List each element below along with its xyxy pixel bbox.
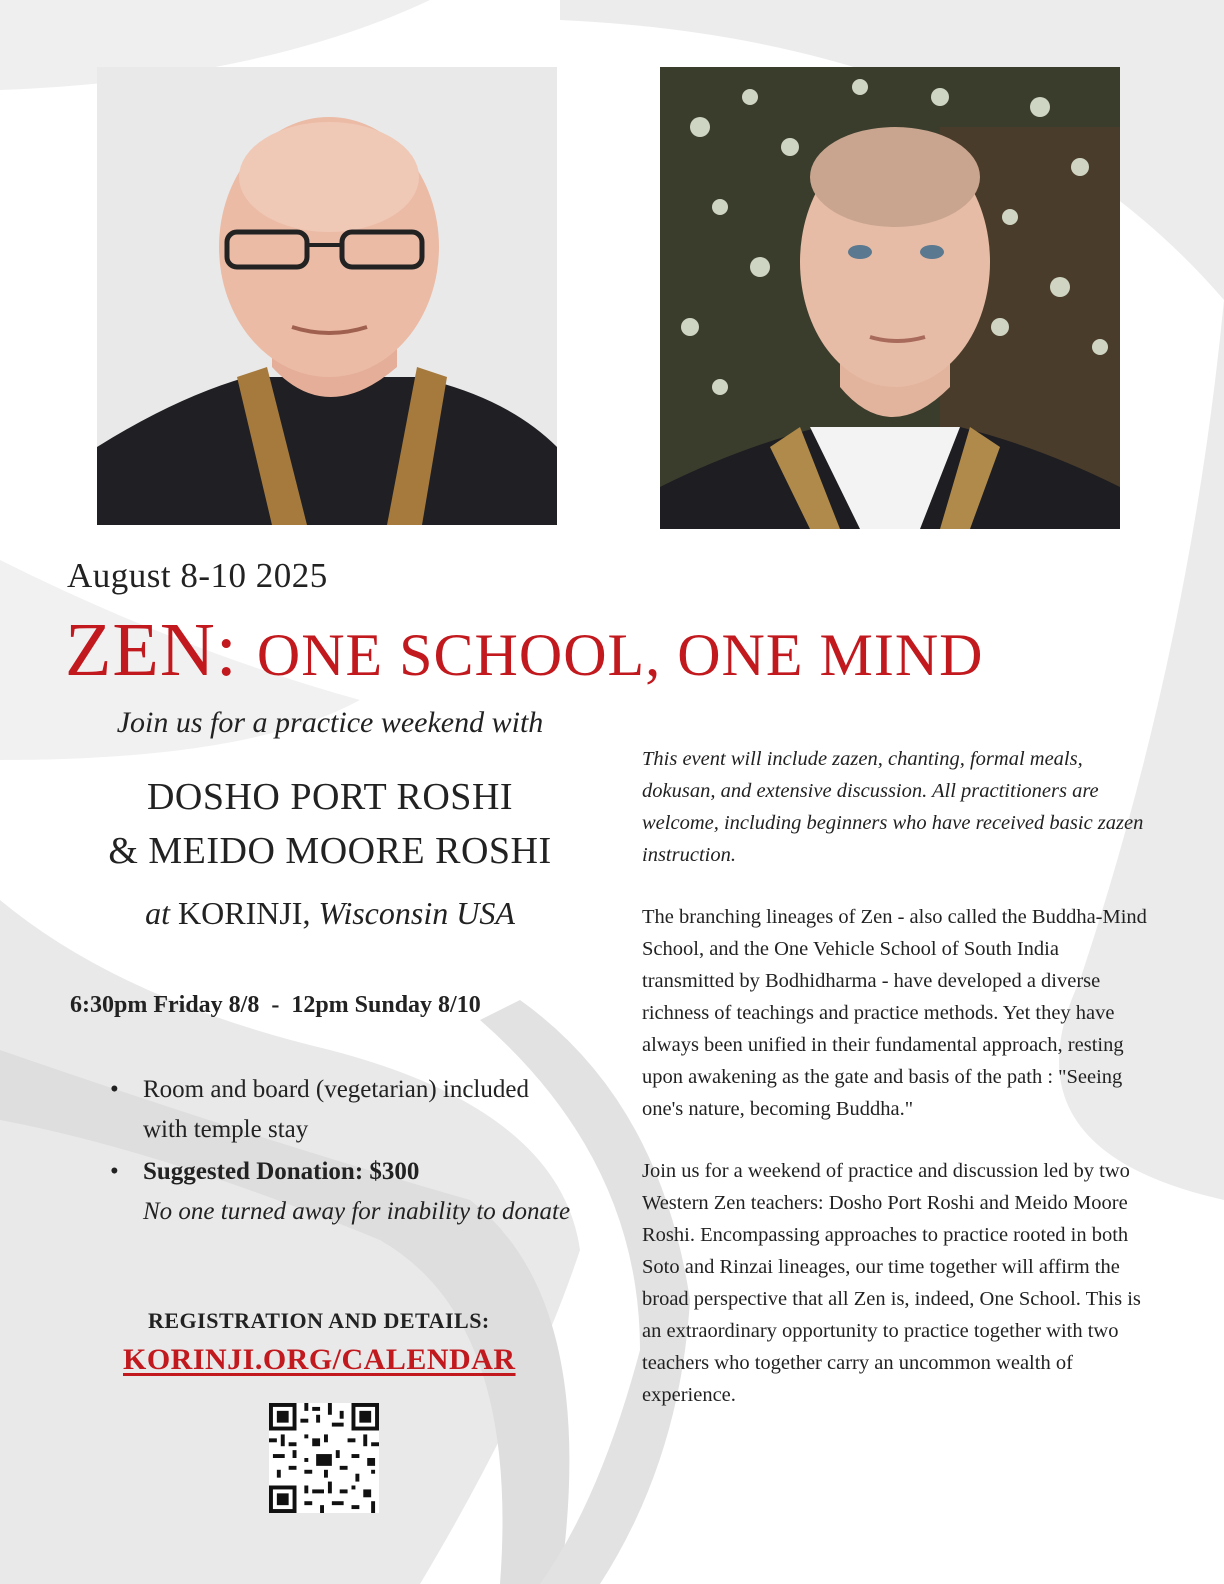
description-paragraph-2: The branching lineages of Zen - also called the Buddha-Mind School, and the One Vehicle School of South India transmitted by Bodhidharma - have developed a diverse richness of teachings and practice methods. Yet they have always been unified in their fundamental approach, resting upon awakening as the gate and basis of the path : "Seeing one's nature, becoming Buddha." — [642, 906, 1147, 1120]
registration-link[interactable]: KORINJI.ORG/CALENDAR — [123, 1343, 516, 1376]
donation-text: Suggested Donation: $300 — [143, 1158, 420, 1185]
list-item — [105, 1070, 575, 1150]
description-paragraph-3: Join us for a weekend of practice and discussion led by two Western Zen teachers: Dosho Port Roshi and Meido Moore Roshi. Encompassing approaches to practice rooted in both Soto and Rinzai lineages, our time together will affirm the broad perspective that all Zen is, indeed, One School. This is an extraordinary opportunity to practice together with two teachers who together carry an uncommon wealth of experience. — [642, 1160, 1141, 1406]
event-location — [60, 895, 600, 932]
donation-note: No one turned away for inability to donate — [143, 1198, 571, 1225]
event-description — [642, 743, 1147, 1441]
location-place: KORINJI, — [178, 895, 311, 931]
location-at: at — [145, 895, 170, 931]
location-region: Wisconsin USA — [318, 895, 515, 931]
teacher-1: DOSHO PORT ROSHI — [146, 776, 514, 818]
teacher-names — [60, 770, 600, 878]
qr-code-icon[interactable] — [268, 1403, 380, 1513]
room-board-text: Room and board (vegetarian) included with temple stay — [143, 1076, 529, 1143]
list-item — [105, 1152, 575, 1232]
event-times: 6:30pm Friday 8/8 - 12pm Sunday 8/10 — [70, 992, 481, 1018]
event-title — [65, 608, 984, 692]
title-rest: ONE SCHOOL, ONE MIND — [256, 622, 984, 688]
teacher-2: & MEIDO MOORE ROSHI — [108, 830, 552, 872]
title-colon: : — [215, 608, 238, 692]
description-paragraph-1: This event will include zazen, chanting, formal meals, dokusan, and extensive discussion. All practitioners are welcome, including beginners who have received basic zazen instruction. — [642, 748, 1144, 866]
bullet-icon: • — [110, 1158, 119, 1185]
registration-label: REGISTRATION AND DETAILS: — [148, 1308, 490, 1333]
details-list — [105, 1070, 575, 1232]
portrait-dosho-port — [97, 67, 557, 525]
portrait-meido-moore — [660, 67, 1120, 529]
bullet-icon: • — [110, 1076, 119, 1103]
title-zen: ZEN — [65, 608, 216, 692]
event-date: August 8-10 2025 — [67, 556, 328, 595]
invite-line: Join us for a practice weekend with — [116, 706, 544, 739]
